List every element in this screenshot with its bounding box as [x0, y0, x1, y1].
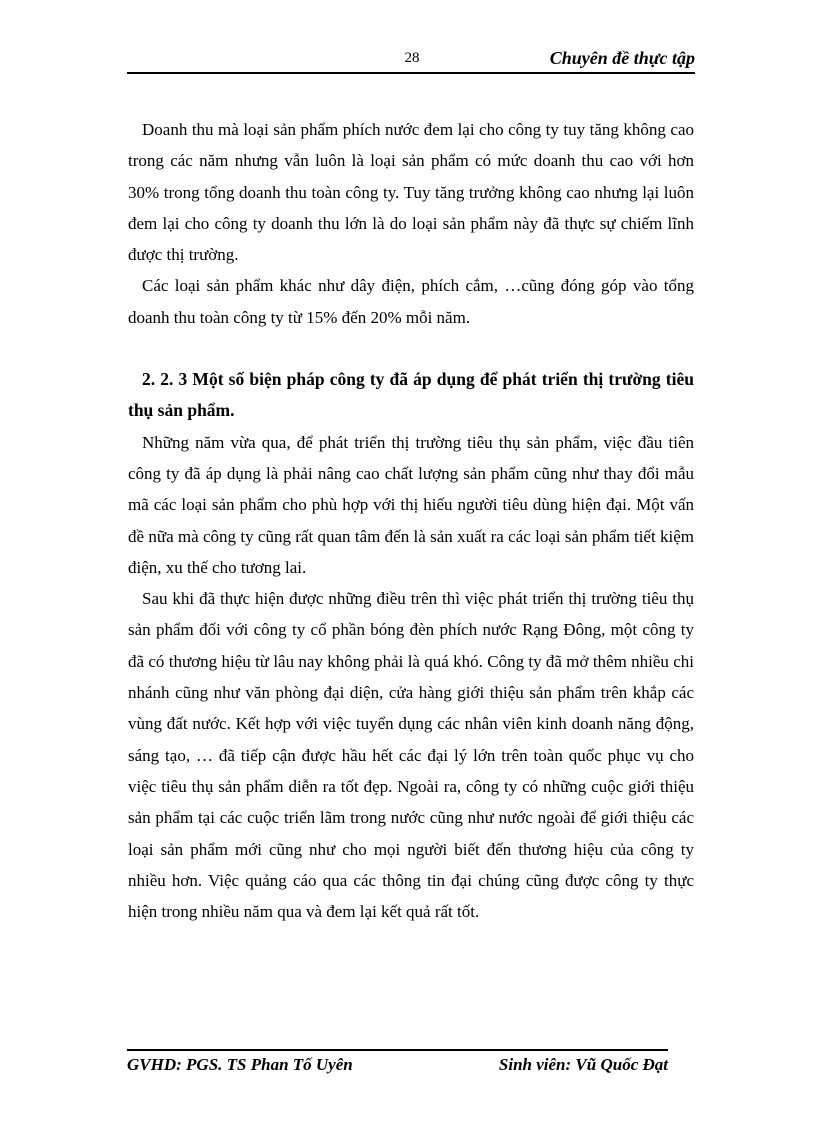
document-body: [128, 114, 694, 927]
paragraph-measures: Những năm vừa qua, để phát triển thị trường tiêu thụ sản phẩm, việc đầu tiên công ty đã áp dụng là phải nâng cao chất lượng sản phẩm cũng như thay đổi mẫu mã các loại sản phẩm cho phù hợp với thị hiếu người tiêu dùng hiện đại. Một vấn đề nữa mà công ty cũng rất quan tâm đến là sản xuất ra các loại sản phẩm tiết kiệm điện, xu thế cho tương lai.: [128, 432, 694, 577]
section-heading: 2. 2. 3 Một số biện pháp công ty đã áp dụng để phát triển thị trường tiêu thụ sản phẩm.: [128, 369, 694, 421]
page-footer: [127, 1049, 668, 1077]
footer-advisor: GVHD: PGS. TS Phan Tố Uyên: [127, 1055, 353, 1074]
document-title: Chuyên đề thực tập: [549, 48, 695, 68]
paragraph-market-expansion: Sau khi đã thực hiện được những điều trên thì việc phát triển thị trường tiêu thụ sản phẩm đối với công ty cổ phần bóng đèn phích nước Rạng Đông, một công ty đã có thương hiệu từ lâu nay không phải là quá khó. Công ty đã mở thêm nhiều chi nhánh cũng như văn phòng đại diện, cửa hàng giới thiệu sản phẩm trên khắp các vùng đất nước. Kết hợp với việc tuyển dụng các nhân viên kinh doanh năng động, sáng tạo, … đã tiếp cận được hầu hết các đại lý lớn trên toàn quốc phục vụ cho việc tiêu thụ sản phẩm diễn ra tốt đẹp. Ngoài ra, công ty có những cuộc giới thiệu sản phẩm tại các cuộc triển lãm trong nước cũng như nước ngoài để giới thiệu các loại sản phẩm mới cũng như cho mọi người biết đến thương hiệu của công ty nhiều hơn. Việc quảng cáo qua các thông tin đại chúng cũng được công ty thực hiện trong nhiều năm qua và đem lại kết quả rất tốt.: [128, 589, 694, 922]
paragraph-revenue-thermos: Doanh thu mà loại sản phẩm phích nước đem lại cho công ty tuy tăng không cao trong các năm nhưng vẫn luôn là loại sản phẩm có mức doanh thu cao với hơn 30% trong tổng doanh thu toàn công ty. Tuy tăng trưởng không cao nhưng lại luôn đem lại cho công ty doanh thu lớn là do loại sản phẩm này đã thực sự chiếm lĩnh được thị trường.: [128, 120, 694, 265]
page-header: [127, 46, 695, 74]
paragraph-other-products: Các loại sản phẩm khác như dây điện, phích cắm, …cũng đóng góp vào tổng doanh thu toàn công ty từ 15% đến 20% mỗi năm.: [128, 276, 694, 327]
page-number: 28: [404, 50, 420, 66]
footer-student: Sinh viên: Vũ Quốc Đạt: [498, 1055, 668, 1074]
